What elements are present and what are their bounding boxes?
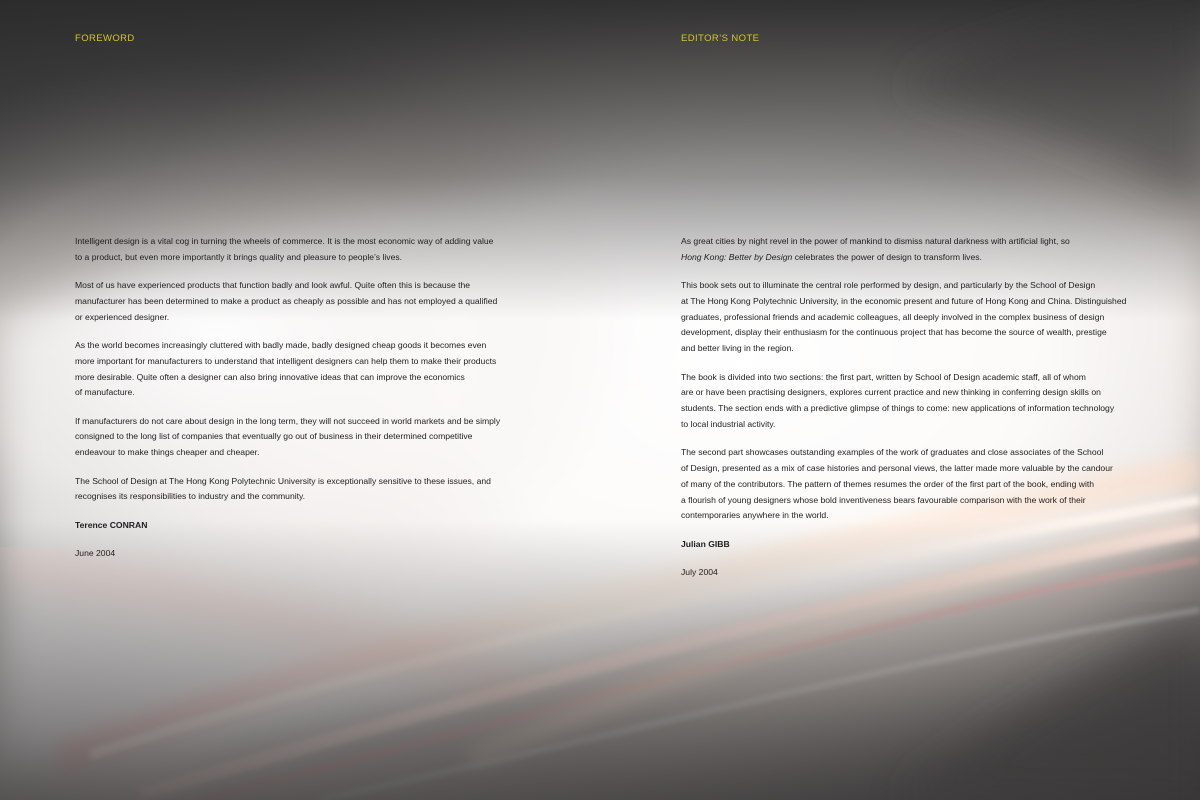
editors-note-signature-date: July 2004 [681,567,718,578]
editors-note-paragraph-3: The book is divided into two sections: the first part, written by School of Design academic staff, all of whom are or have been practising designers, explores current practice and new thinking in conferring design skills on students. The section ends with a predictive glimpse of things to come: new applications of information technology to local industrial activity. [681,371,1115,429]
foreword-body [75,234,527,574]
foreword-paragraph-4: If manufacturers do not care about design in the long term, they will not succeed in world markets and be simply consigned to the long list of companies that eventually go out of business in their determined competitive endeavour to make things cheaper and cheaper. [75,415,501,458]
editors-note-signature-name: Julian GIBB [681,538,730,549]
foreword-paragraph-3: As the world becomes increasingly cluttered with badly made, badly designed cheap goods it becomes even more important for manufacturers to understand that intelligent designers can help them to make their products more desirable. Quite often a designer can also bring innovative ideas that can improve the economics of manufacture. [75,339,497,398]
editors-note-page [600,0,1200,800]
foreword-signature-date: June 2004 [75,547,116,558]
editors-note-body [681,234,1133,593]
foreword-signature-name: Terence CONRAN [75,519,148,530]
foreword-paragraph-5: The School of Design at The Hong Kong Polytechnic University is exceptionally sensitive to these issues, and recognises its responsibilities to industry and the community. [75,475,491,502]
book-title: Hong Kong: Better by Design [681,251,793,262]
foreword-paragraph-2: Most of us have experienced products that function badly and look awful. Quite often this is because the manufacturer has been determined to make a product as cheaply as possible and has not employed a qualified or experienced designer. [75,280,498,322]
editors-note-paragraph-4: The second part showcases outstanding examples of the work of graduates and close associates of the School of Design, presented as a mix of case histories and personal views, the latter made more valuable by the candour of many of the contributors. The pattern of themes resumes the order of the first part of the book, ending with a flourish of young designers whose bold inventiveness bears favourable comparison with the work of their contemporaries anywhere in the world. [681,447,1113,521]
editors-note-label: EDITOR’S NOTE [681,33,760,44]
foreword-paragraph-1: Intelligent design is a vital cog in turning the wheels of commerce. It is the most economic way of adding value to a product, but even more importantly it brings quality and pleasure to people’s lives. [75,236,494,262]
editors-note-paragraph-1: As great cities by night revel in the power of mankind to dismiss natural darkness with artificial light, so Hong Kong: Better by Design celebrates the power of design to transform lives. [681,236,1070,262]
foreword-label: FOREWORD [75,33,135,44]
editors-note-paragraph-2: This book sets out to illuminate the central role performed by design, and particularly by the School of Design at The Hong Kong Polytechnic University, in the economic present and future of Hong Kong and China. Distinguished graduates, professional friends and academic colleagues, all deeply involved in the complex business of design development, display their enthusiasm for the continuous project that has become the source of wealth, prestige and better living in the region. [681,280,1127,354]
